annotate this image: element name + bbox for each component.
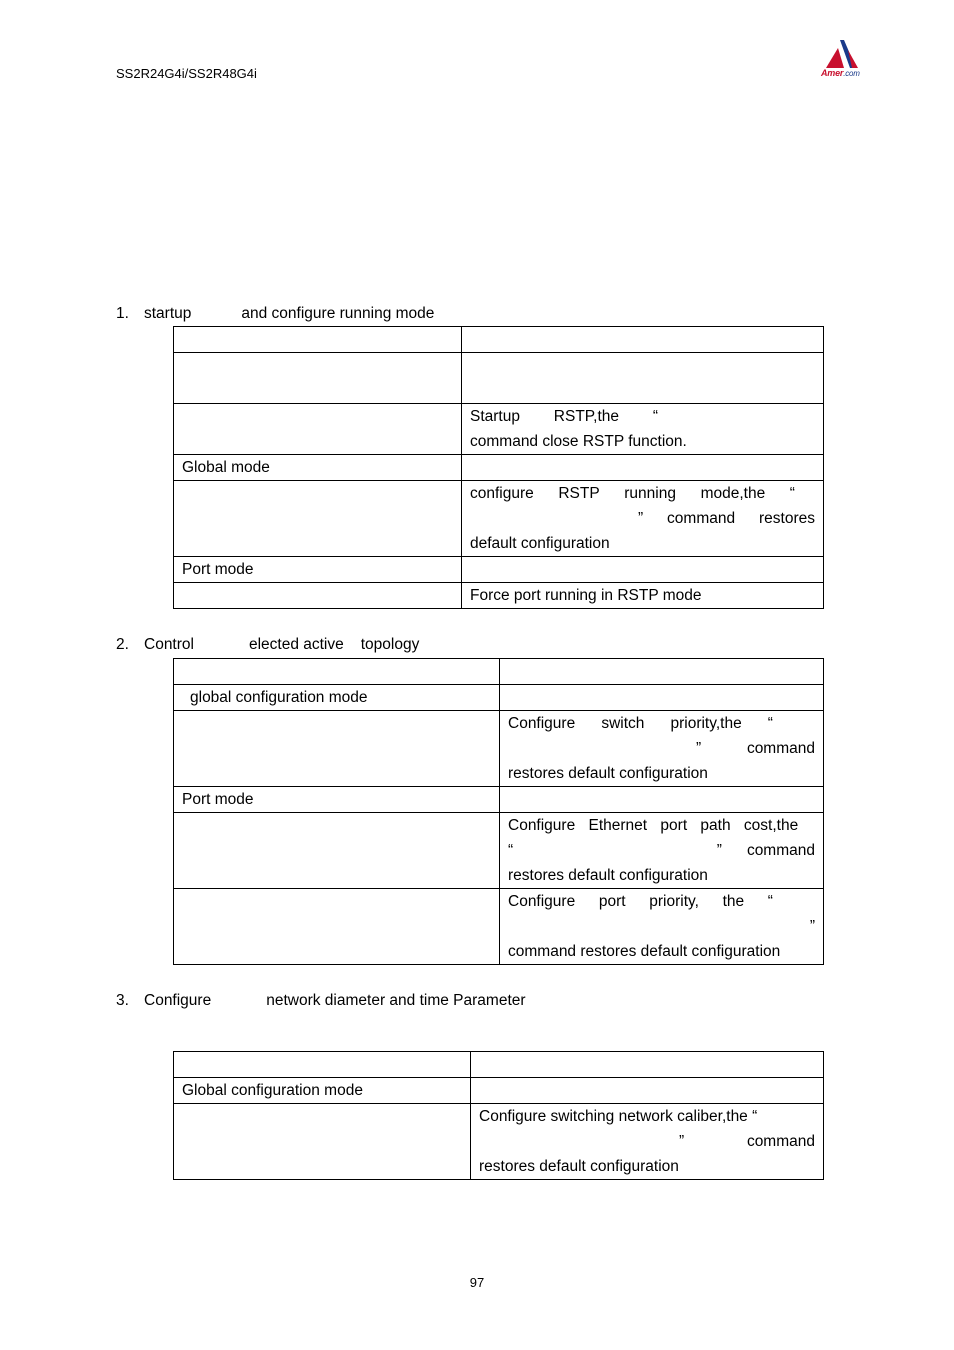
table-row: Global mode xyxy=(174,455,824,481)
section-1-title: 1. startup and configure running mode xyxy=(116,305,435,322)
section-3-table xyxy=(173,1051,824,1180)
header-model-name: SS2R24G4i/SS2R48G4i xyxy=(116,66,257,81)
table-row: Configure switch priority,the “ ” command restores default configuration xyxy=(174,711,824,787)
table-row: Global configuration mode xyxy=(174,1078,824,1104)
table-row: Port mode xyxy=(174,557,824,583)
logo-triangle-icon xyxy=(818,36,878,70)
table-row xyxy=(174,327,824,353)
table-row: Configure switching network caliber,the “ ” command restores default configuration xyxy=(174,1104,824,1180)
section-3-title: 3. Configure network diameter and time Parameter xyxy=(116,992,526,1009)
table-row xyxy=(174,353,824,404)
amer-logo xyxy=(818,36,878,82)
table-row xyxy=(174,659,824,685)
table-row: Force port running in RSTP mode xyxy=(174,583,824,609)
section-2-title: 2. Control elected active topology xyxy=(116,636,420,653)
table-row: Port mode xyxy=(174,787,824,813)
section-1-table xyxy=(173,326,824,609)
table-row: Configure Ethernet port path cost,the “ ” command restores default configuration xyxy=(174,813,824,889)
table-row: Startup RSTP,the “ command close RSTP function. xyxy=(174,404,824,455)
table-row: global configuration mode xyxy=(174,685,824,711)
section-2-table xyxy=(173,658,824,965)
page-number: 97 xyxy=(469,1275,485,1290)
table-row: configure RSTP running mode,the “ ” command restores default configuration xyxy=(174,481,824,557)
table-row: Configure port priority, the “ ” command restores default configuration xyxy=(174,889,824,965)
logo-suffix: .com xyxy=(843,69,860,78)
logo-brand: Amer xyxy=(821,68,844,78)
table-row xyxy=(174,1052,824,1078)
